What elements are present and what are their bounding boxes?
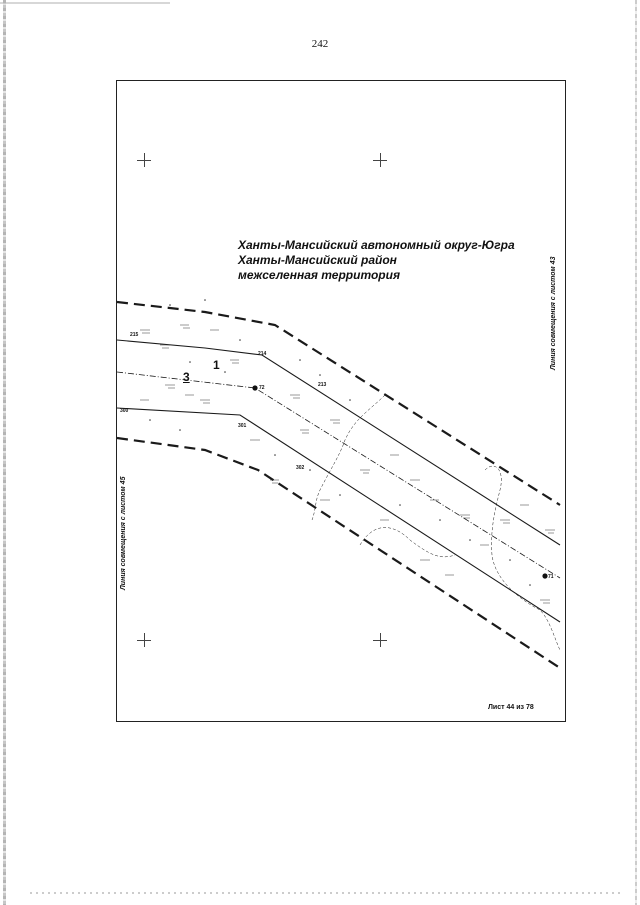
zone-number-3: 3 bbox=[183, 370, 190, 384]
point-label-71: 71 bbox=[548, 574, 554, 580]
boundary-dashed-bottom bbox=[117, 438, 560, 668]
survey-point-icon bbox=[542, 573, 547, 578]
region-line-1: Ханты-Мансийский автономный округ-Югра bbox=[238, 238, 515, 252]
stream-2 bbox=[360, 528, 455, 557]
region-line-2: Ханты-Мансийский район bbox=[238, 253, 397, 267]
corridor-axis bbox=[117, 372, 560, 578]
crosshair-icon bbox=[373, 153, 387, 167]
point-label-302: 302 bbox=[296, 465, 305, 471]
point-label-72: 72 bbox=[259, 385, 265, 391]
zone-number-1: 1 bbox=[213, 358, 220, 372]
page-number: 242 bbox=[311, 38, 329, 50]
match-line-left-label: Линия совмещения с листом 45 bbox=[120, 476, 127, 590]
region-line-3: межселенная территория bbox=[238, 268, 401, 282]
sheet-label: Лист 44 из 78 bbox=[488, 704, 534, 711]
survey-point-icon bbox=[252, 385, 257, 390]
crosshair-icon bbox=[137, 633, 151, 647]
point-label-301: 301 bbox=[238, 423, 247, 429]
crosshair-icon bbox=[137, 153, 151, 167]
point-label-214: 214 bbox=[258, 351, 267, 357]
region-title bbox=[238, 238, 515, 283]
point-label-215: 215 bbox=[130, 332, 139, 338]
point-label-213: 213 bbox=[318, 382, 327, 388]
stream-3 bbox=[485, 466, 560, 650]
match-line-right-label: Линия совмещения с листом 43 bbox=[550, 256, 557, 370]
point-label-300: 300 bbox=[120, 408, 129, 414]
corridor-line-lower bbox=[117, 408, 560, 622]
crosshair-icon bbox=[373, 633, 387, 647]
